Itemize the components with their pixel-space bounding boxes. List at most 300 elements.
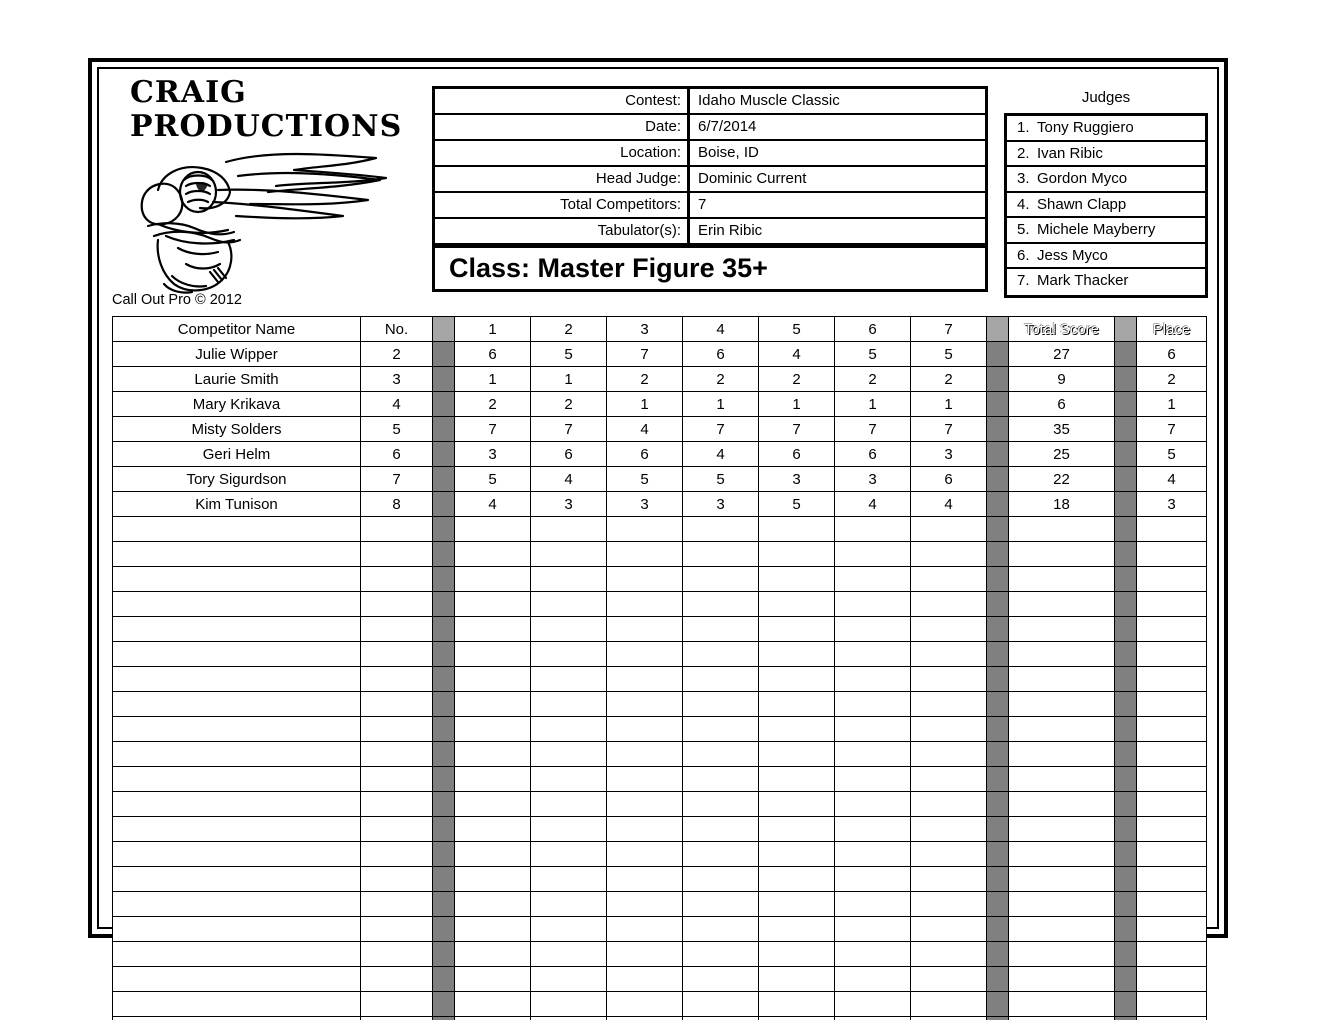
judge-score-cell-5[interactable] [759, 742, 835, 767]
total-score-cell[interactable] [1009, 842, 1115, 867]
judge-score-cell-7[interactable] [911, 617, 987, 642]
total-score-cell[interactable]: 35 [1009, 417, 1115, 442]
total-score-cell[interactable]: 9 [1009, 367, 1115, 392]
total-score-cell[interactable] [1009, 592, 1115, 617]
competitor-number-cell[interactable] [361, 992, 433, 1017]
judge-score-cell-6[interactable] [835, 617, 911, 642]
competitor-number-cell[interactable] [361, 942, 433, 967]
judge-score-cell-6[interactable] [835, 492, 911, 517]
judge-score-cell-6[interactable] [835, 892, 911, 917]
competitor-name-cell[interactable] [113, 717, 361, 742]
judge-score-cell-2[interactable] [531, 717, 607, 742]
judge-score-cell-6[interactable] [835, 967, 911, 992]
judge-score-cell-7[interactable] [911, 867, 987, 892]
judge-score-cell-6[interactable] [835, 917, 911, 942]
judge-score-cell-2[interactable] [531, 667, 607, 692]
total-score-cell[interactable]: 27 [1009, 342, 1115, 367]
competitor-name-cell[interactable] [113, 517, 361, 542]
judge-row[interactable] [1007, 269, 1205, 295]
judge-score-cell-7[interactable] [911, 667, 987, 692]
competitor-number-cell[interactable] [361, 617, 433, 642]
judge-score-cell-5[interactable] [759, 342, 835, 367]
competitor-number-cell[interactable]: 7 [361, 467, 433, 492]
judge-score-cell-3[interactable] [607, 542, 683, 567]
judge-score-cell-2[interactable] [531, 1017, 607, 1020]
competitor-number-cell[interactable] [361, 967, 433, 992]
judge-score-cell-7[interactable] [911, 467, 987, 492]
judge-score-cell-3[interactable] [607, 767, 683, 792]
judge-score-cell-1[interactable] [455, 342, 531, 367]
judge-score-cell-6[interactable] [835, 642, 911, 667]
judge-row[interactable] [1007, 142, 1205, 168]
judge-score-cell-2[interactable] [531, 342, 607, 367]
judge-score-cell-4[interactable] [683, 1017, 759, 1020]
competitor-name-cell[interactable]: Laurie Smith [113, 367, 361, 392]
place-cell[interactable] [1137, 867, 1207, 892]
judge-score-cell-5[interactable] [759, 817, 835, 842]
total-score-cell[interactable] [1009, 717, 1115, 742]
total-score-cell[interactable]: 25 [1009, 442, 1115, 467]
place-cell[interactable] [1137, 942, 1207, 967]
competitor-name-cell[interactable] [113, 742, 361, 767]
competitor-number-cell[interactable] [361, 567, 433, 592]
judge-score-cell-4[interactable] [683, 667, 759, 692]
place-cell[interactable] [1137, 542, 1207, 567]
judge-score-cell-1[interactable] [455, 792, 531, 817]
judge-score-cell-2[interactable] [531, 992, 607, 1017]
judge-score-cell-6[interactable] [835, 392, 911, 417]
judge-score-cell-2[interactable] [531, 967, 607, 992]
total-score-cell[interactable] [1009, 892, 1115, 917]
place-cell[interactable]: 3 [1137, 492, 1207, 517]
competitor-name-cell[interactable] [113, 842, 361, 867]
place-cell[interactable]: 6 [1137, 342, 1207, 367]
judge-score-cell-7[interactable] [911, 517, 987, 542]
judge-score-cell-1[interactable] [455, 392, 531, 417]
judge-score-cell-1[interactable] [455, 1017, 531, 1020]
total-score-cell[interactable] [1009, 917, 1115, 942]
judge-score-cell-5[interactable] [759, 942, 835, 967]
judge-score-cell-1[interactable] [455, 817, 531, 842]
competitor-number-cell[interactable]: 6 [361, 442, 433, 467]
total-score-cell[interactable] [1009, 792, 1115, 817]
judge-score-cell-7[interactable] [911, 842, 987, 867]
judge-score-cell-2[interactable] [531, 792, 607, 817]
judge-row[interactable] [1007, 167, 1205, 193]
competitor-name-cell[interactable] [113, 642, 361, 667]
competitor-name-cell[interactable]: Geri Helm [113, 442, 361, 467]
judge-row[interactable] [1007, 193, 1205, 219]
judge-score-cell-4[interactable] [683, 492, 759, 517]
judge-score-cell-7[interactable] [911, 442, 987, 467]
judge-score-cell-4[interactable] [683, 542, 759, 567]
competitor-number-cell[interactable]: 3 [361, 367, 433, 392]
judge-score-cell-7[interactable] [911, 392, 987, 417]
competitor-number-cell[interactable]: 4 [361, 392, 433, 417]
judge-score-cell-3[interactable] [607, 867, 683, 892]
competitor-name-cell[interactable] [113, 617, 361, 642]
place-cell[interactable] [1137, 567, 1207, 592]
total-score-cell[interactable] [1009, 742, 1115, 767]
competitor-number-cell[interactable] [361, 692, 433, 717]
competitor-name-cell[interactable] [113, 892, 361, 917]
judge-score-cell-4[interactable] [683, 842, 759, 867]
competitor-number-cell[interactable] [361, 817, 433, 842]
total-score-cell[interactable] [1009, 617, 1115, 642]
judge-score-cell-7[interactable] [911, 817, 987, 842]
competitor-name-cell[interactable]: Tory Sigurdson [113, 467, 361, 492]
judge-score-cell-4[interactable] [683, 567, 759, 592]
location-value[interactable]: Boise, ID [698, 144, 759, 161]
judge-score-cell-6[interactable] [835, 442, 911, 467]
place-cell[interactable] [1137, 1017, 1207, 1020]
judge-score-cell-7[interactable] [911, 692, 987, 717]
total-score-cell[interactable]: 22 [1009, 467, 1115, 492]
judge-score-cell-2[interactable] [531, 867, 607, 892]
judge-score-cell-7[interactable] [911, 767, 987, 792]
judge-score-cell-5[interactable] [759, 692, 835, 717]
judge-score-cell-1[interactable] [455, 992, 531, 1017]
judge-score-cell-5[interactable] [759, 667, 835, 692]
judge-score-cell-5[interactable] [759, 467, 835, 492]
judge-score-cell-5[interactable] [759, 517, 835, 542]
judge-score-cell-2[interactable] [531, 492, 607, 517]
judge-score-cell-2[interactable] [531, 767, 607, 792]
place-cell[interactable] [1137, 842, 1207, 867]
judge-score-cell-6[interactable] [835, 842, 911, 867]
competitor-name-cell[interactable] [113, 542, 361, 567]
competitor-number-cell[interactable] [361, 517, 433, 542]
total-score-cell[interactable] [1009, 517, 1115, 542]
place-cell[interactable] [1137, 717, 1207, 742]
competitor-number-cell[interactable] [361, 1017, 433, 1020]
judge-score-cell-6[interactable] [835, 467, 911, 492]
judge-score-cell-5[interactable] [759, 492, 835, 517]
judge-score-cell-6[interactable] [835, 517, 911, 542]
total-score-cell[interactable] [1009, 542, 1115, 567]
judge-score-cell-3[interactable] [607, 567, 683, 592]
judge-score-cell-4[interactable] [683, 967, 759, 992]
competitor-name-cell[interactable]: Kim Tunison [113, 492, 361, 517]
judge-score-cell-3[interactable] [607, 442, 683, 467]
judge-score-cell-5[interactable] [759, 642, 835, 667]
judge-score-cell-1[interactable] [455, 767, 531, 792]
judge-score-cell-7[interactable] [911, 1017, 987, 1020]
judge-score-cell-4[interactable] [683, 417, 759, 442]
judge-score-cell-6[interactable] [835, 567, 911, 592]
judge-score-cell-4[interactable] [683, 867, 759, 892]
total-score-cell[interactable] [1009, 817, 1115, 842]
judge-score-cell-7[interactable] [911, 717, 987, 742]
judge-score-cell-3[interactable] [607, 592, 683, 617]
judge-score-cell-2[interactable] [531, 892, 607, 917]
contest-value[interactable]: Idaho Muscle Classic [698, 92, 840, 109]
judge-score-cell-1[interactable] [455, 417, 531, 442]
judge-score-cell-3[interactable] [607, 692, 683, 717]
competitor-number-cell[interactable] [361, 842, 433, 867]
competitor-name-cell[interactable] [113, 942, 361, 967]
judge-score-cell-1[interactable] [455, 642, 531, 667]
judge-score-cell-6[interactable] [835, 817, 911, 842]
judge-score-cell-7[interactable] [911, 367, 987, 392]
judge-score-cell-1[interactable] [455, 717, 531, 742]
place-cell[interactable] [1137, 692, 1207, 717]
judge-score-cell-4[interactable] [683, 367, 759, 392]
judge-score-cell-6[interactable] [835, 692, 911, 717]
judge-score-cell-1[interactable] [455, 467, 531, 492]
judge-score-cell-5[interactable] [759, 917, 835, 942]
judge-score-cell-4[interactable] [683, 992, 759, 1017]
judge-score-cell-6[interactable] [835, 942, 911, 967]
judge-score-cell-4[interactable] [683, 917, 759, 942]
judge-score-cell-5[interactable] [759, 992, 835, 1017]
total-score-cell[interactable] [1009, 967, 1115, 992]
judge-score-cell-5[interactable] [759, 967, 835, 992]
tabulators-value[interactable]: Erin Ribic [698, 222, 763, 239]
head-judge-value[interactable]: Dominic Current [698, 170, 807, 187]
competitor-number-cell[interactable]: 2 [361, 342, 433, 367]
judge-score-cell-2[interactable] [531, 467, 607, 492]
competitor-name-cell[interactable] [113, 1017, 361, 1020]
judge-score-cell-2[interactable] [531, 692, 607, 717]
judge-score-cell-6[interactable] [835, 542, 911, 567]
judge-score-cell-4[interactable] [683, 817, 759, 842]
competitor-number-cell[interactable] [361, 792, 433, 817]
judge-score-cell-3[interactable] [607, 892, 683, 917]
judge-score-cell-3[interactable] [607, 967, 683, 992]
judge-score-cell-4[interactable] [683, 717, 759, 742]
judge-score-cell-7[interactable] [911, 742, 987, 767]
competitor-name-cell[interactable] [113, 667, 361, 692]
judge-score-cell-7[interactable] [911, 942, 987, 967]
judge-score-cell-1[interactable] [455, 742, 531, 767]
judge-score-cell-6[interactable] [835, 767, 911, 792]
judge-score-cell-6[interactable] [835, 867, 911, 892]
place-cell[interactable] [1137, 592, 1207, 617]
judge-score-cell-5[interactable] [759, 592, 835, 617]
judge-score-cell-4[interactable] [683, 517, 759, 542]
judge-score-cell-1[interactable] [455, 917, 531, 942]
judge-score-cell-7[interactable] [911, 892, 987, 917]
judge-score-cell-3[interactable] [607, 842, 683, 867]
total-score-cell[interactable] [1009, 867, 1115, 892]
judge-score-cell-6[interactable] [835, 992, 911, 1017]
total-score-cell[interactable] [1009, 567, 1115, 592]
judge-score-cell-6[interactable] [835, 792, 911, 817]
place-cell[interactable] [1137, 892, 1207, 917]
judge-score-cell-5[interactable] [759, 1017, 835, 1020]
competitor-number-cell[interactable] [361, 667, 433, 692]
place-cell[interactable] [1137, 642, 1207, 667]
judge-score-cell-5[interactable] [759, 792, 835, 817]
place-cell[interactable]: 4 [1137, 467, 1207, 492]
place-cell[interactable] [1137, 617, 1207, 642]
competitor-name-cell[interactable] [113, 692, 361, 717]
place-cell[interactable]: 2 [1137, 367, 1207, 392]
total-score-cell[interactable] [1009, 642, 1115, 667]
total-score-cell[interactable] [1009, 1017, 1115, 1020]
place-cell[interactable]: 1 [1137, 392, 1207, 417]
judge-score-cell-4[interactable] [683, 892, 759, 917]
place-cell[interactable] [1137, 792, 1207, 817]
judge-score-cell-5[interactable] [759, 842, 835, 867]
competitor-number-cell[interactable] [361, 742, 433, 767]
judge-score-cell-2[interactable] [531, 917, 607, 942]
judge-score-cell-3[interactable] [607, 517, 683, 542]
place-cell[interactable] [1137, 667, 1207, 692]
competitor-name-cell[interactable] [113, 567, 361, 592]
total-score-cell[interactable] [1009, 667, 1115, 692]
judge-score-cell-1[interactable] [455, 867, 531, 892]
judge-score-cell-6[interactable] [835, 592, 911, 617]
competitor-number-cell[interactable] [361, 542, 433, 567]
judge-score-cell-4[interactable] [683, 442, 759, 467]
competitor-name-cell[interactable] [113, 967, 361, 992]
judge-score-cell-2[interactable] [531, 592, 607, 617]
place-cell[interactable]: 5 [1137, 442, 1207, 467]
competitor-name-cell[interactable] [113, 592, 361, 617]
judge-score-cell-3[interactable] [607, 942, 683, 967]
judge-score-cell-3[interactable] [607, 667, 683, 692]
competitor-number-cell[interactable] [361, 717, 433, 742]
judge-score-cell-1[interactable] [455, 692, 531, 717]
judge-score-cell-1[interactable] [455, 367, 531, 392]
judge-score-cell-3[interactable] [607, 992, 683, 1017]
judge-row[interactable] [1007, 116, 1205, 142]
judge-score-cell-4[interactable] [683, 942, 759, 967]
judge-score-cell-2[interactable] [531, 442, 607, 467]
judge-score-cell-1[interactable] [455, 442, 531, 467]
total-score-cell[interactable] [1009, 767, 1115, 792]
judge-score-cell-3[interactable] [607, 617, 683, 642]
competitor-name-cell[interactable] [113, 917, 361, 942]
judge-score-cell-7[interactable] [911, 592, 987, 617]
place-cell[interactable] [1137, 742, 1207, 767]
judge-score-cell-4[interactable] [683, 767, 759, 792]
judge-score-cell-5[interactable] [759, 542, 835, 567]
judge-score-cell-4[interactable] [683, 467, 759, 492]
judge-score-cell-3[interactable] [607, 792, 683, 817]
judge-score-cell-2[interactable] [531, 542, 607, 567]
place-cell[interactable] [1137, 517, 1207, 542]
total-score-cell[interactable] [1009, 992, 1115, 1017]
judge-score-cell-6[interactable] [835, 742, 911, 767]
judge-score-cell-6[interactable] [835, 367, 911, 392]
judge-score-cell-3[interactable] [607, 1017, 683, 1020]
judge-score-cell-3[interactable] [607, 492, 683, 517]
judge-score-cell-7[interactable] [911, 492, 987, 517]
judge-score-cell-4[interactable] [683, 392, 759, 417]
judge-score-cell-2[interactable] [531, 617, 607, 642]
judge-score-cell-5[interactable] [759, 892, 835, 917]
judge-score-cell-1[interactable] [455, 942, 531, 967]
judge-score-cell-1[interactable] [455, 842, 531, 867]
judge-score-cell-3[interactable] [607, 342, 683, 367]
judge-score-cell-6[interactable] [835, 1017, 911, 1020]
competitor-number-cell[interactable] [361, 867, 433, 892]
judge-score-cell-4[interactable] [683, 692, 759, 717]
judge-score-cell-5[interactable] [759, 392, 835, 417]
judge-score-cell-5[interactable] [759, 417, 835, 442]
judge-score-cell-3[interactable] [607, 717, 683, 742]
judge-score-cell-7[interactable] [911, 917, 987, 942]
competitor-name-cell[interactable] [113, 792, 361, 817]
judge-score-cell-6[interactable] [835, 342, 911, 367]
judge-score-cell-7[interactable] [911, 967, 987, 992]
judge-score-cell-4[interactable] [683, 642, 759, 667]
judge-score-cell-2[interactable] [531, 517, 607, 542]
competitor-number-cell[interactable] [361, 917, 433, 942]
judge-score-cell-3[interactable] [607, 392, 683, 417]
judge-score-cell-7[interactable] [911, 542, 987, 567]
judge-score-cell-1[interactable] [455, 667, 531, 692]
judge-score-cell-4[interactable] [683, 592, 759, 617]
judge-score-cell-7[interactable] [911, 992, 987, 1017]
judge-score-cell-1[interactable] [455, 967, 531, 992]
competitor-number-cell[interactable] [361, 642, 433, 667]
competitor-number-cell[interactable]: 5 [361, 417, 433, 442]
judge-score-cell-1[interactable] [455, 892, 531, 917]
judge-score-cell-4[interactable] [683, 792, 759, 817]
place-cell[interactable] [1137, 917, 1207, 942]
judge-score-cell-5[interactable] [759, 567, 835, 592]
judge-score-cell-2[interactable] [531, 942, 607, 967]
date-value[interactable]: 6/7/2014 [698, 118, 757, 135]
judge-score-cell-6[interactable] [835, 417, 911, 442]
judge-score-cell-1[interactable] [455, 567, 531, 592]
judge-score-cell-3[interactable] [607, 817, 683, 842]
competitor-number-cell[interactable] [361, 892, 433, 917]
judge-score-cell-5[interactable] [759, 867, 835, 892]
judge-score-cell-1[interactable] [455, 517, 531, 542]
competitor-name-cell[interactable]: Mary Krikava [113, 392, 361, 417]
judge-score-cell-5[interactable] [759, 717, 835, 742]
judge-score-cell-7[interactable] [911, 642, 987, 667]
judge-score-cell-3[interactable] [607, 742, 683, 767]
judge-score-cell-5[interactable] [759, 617, 835, 642]
judge-score-cell-5[interactable] [759, 767, 835, 792]
judge-row[interactable] [1007, 244, 1205, 270]
competitor-name-cell[interactable]: Misty Solders [113, 417, 361, 442]
place-cell[interactable] [1137, 817, 1207, 842]
judge-score-cell-7[interactable] [911, 342, 987, 367]
judge-score-cell-4[interactable] [683, 617, 759, 642]
judge-score-cell-6[interactable] [835, 717, 911, 742]
judge-score-cell-7[interactable] [911, 792, 987, 817]
judge-score-cell-1[interactable] [455, 592, 531, 617]
judge-score-cell-2[interactable] [531, 567, 607, 592]
judge-score-cell-7[interactable] [911, 567, 987, 592]
judge-score-cell-2[interactable] [531, 392, 607, 417]
judge-score-cell-4[interactable] [683, 342, 759, 367]
judge-score-cell-2[interactable] [531, 417, 607, 442]
competitor-name-cell[interactable] [113, 817, 361, 842]
judge-score-cell-2[interactable] [531, 367, 607, 392]
judge-score-cell-1[interactable] [455, 617, 531, 642]
competitor-name-cell[interactable]: Julie Wipper [113, 342, 361, 367]
competitor-number-cell[interactable] [361, 592, 433, 617]
total-score-cell[interactable]: 18 [1009, 492, 1115, 517]
judge-score-cell-3[interactable] [607, 642, 683, 667]
judge-score-cell-7[interactable] [911, 417, 987, 442]
judge-score-cell-1[interactable] [455, 492, 531, 517]
place-cell[interactable] [1137, 767, 1207, 792]
place-cell[interactable]: 7 [1137, 417, 1207, 442]
total-competitors-value[interactable]: 7 [698, 196, 707, 213]
place-cell[interactable] [1137, 992, 1207, 1017]
judge-score-cell-3[interactable] [607, 417, 683, 442]
competitor-name-cell[interactable] [113, 767, 361, 792]
